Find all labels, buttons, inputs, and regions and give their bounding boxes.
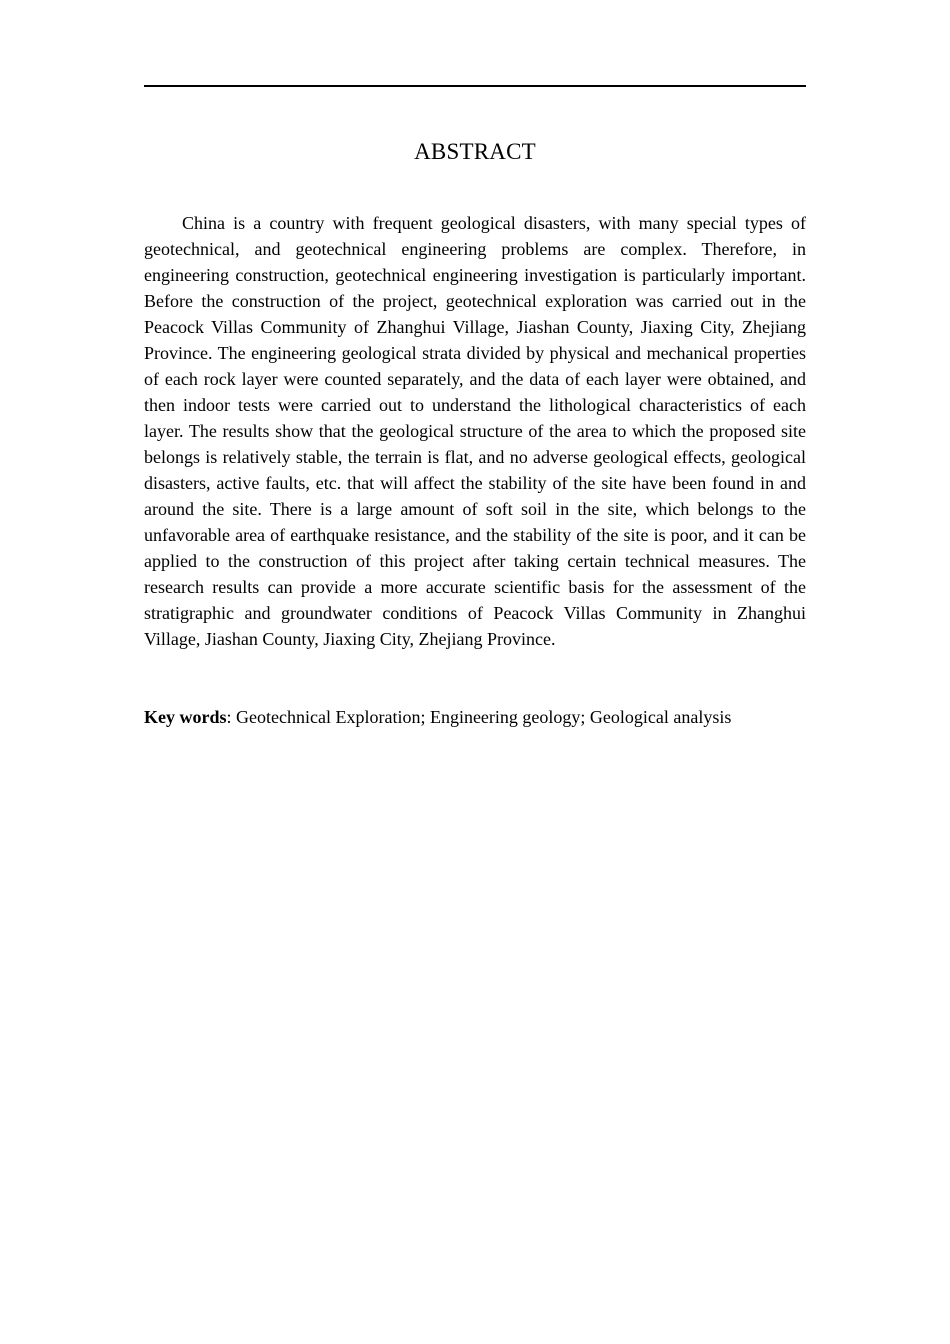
abstract-body: China is a country with frequent geological disasters, with many special types of geotechnical, and geotechnical engineering problems are complex. Therefore, in engineering construction, geotechnical engineering investigation is particularly important. Before the construction of the project, geotechnical exploration was carried out in the Peacock Villas Community of Zhanghui Village, Jiashan County, Jiaxing City, Zhejiang Province. The engineering geological strata divided by physical and mechanical properties of each rock layer were counted separately, and the data of each layer were obtained, and then indoor tests were carried out to understand the lithological characteristics of each layer. The results show that the geological structure of the area to which the proposed site belongs is relatively stable, the terrain is flat, and no adverse geological effects, geological disasters, active faults, etc. that will affect the stability of the site have been found in and around the site. There is a large amount of soft soil in the site, which belongs to the unfavorable area of earthquake resistance, and the stability of the site is poor, and it can be applied to the construction of this project after taking certain technical measures. The research results can provide a more accurate scientific basis for the assessment of the stratigraphic and groundwater conditions of Peacock Villas Community in Zhanghui Village, Jiashan County, Jiaxing City, Zhejiang Province. xyxy=(144,213,806,649)
abstract-title: ABSTRACT xyxy=(414,139,536,164)
header-rule xyxy=(144,85,806,87)
keywords-separator: : xyxy=(226,707,237,727)
keywords-label: Key words xyxy=(144,707,227,727)
keywords-line xyxy=(144,704,806,730)
keywords-text: Geotechnical Exploration; Engineering geology; Geological analysis xyxy=(236,707,732,727)
